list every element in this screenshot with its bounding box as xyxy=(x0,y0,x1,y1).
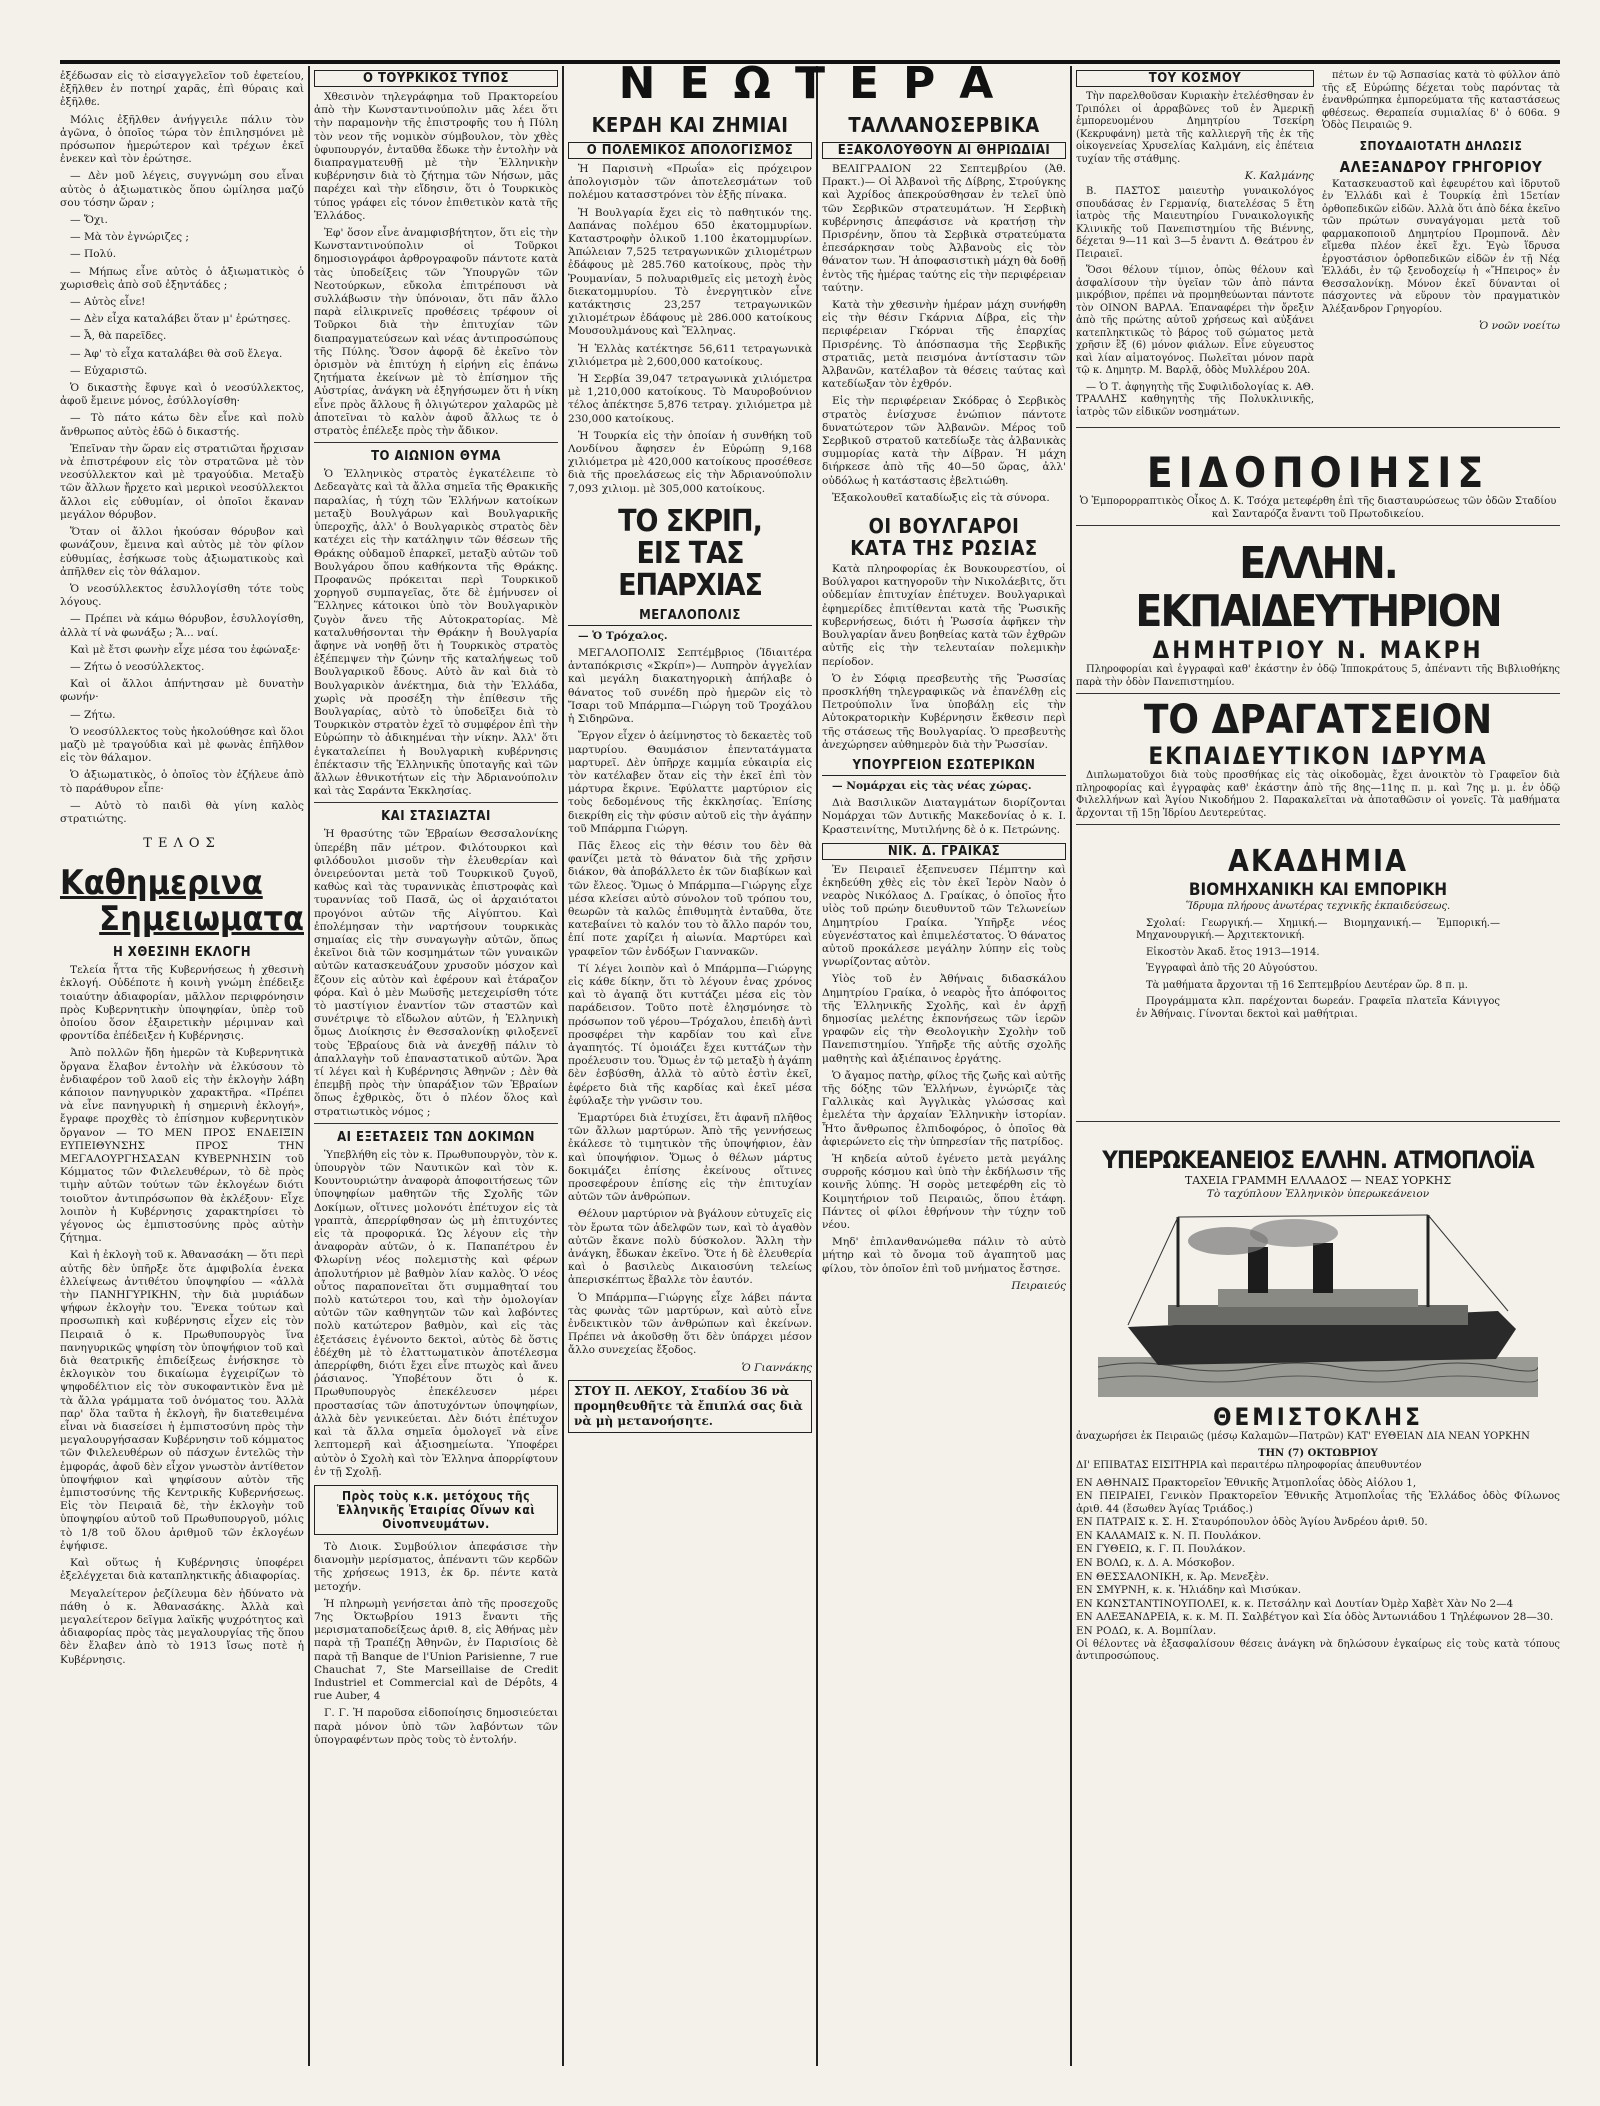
article-paragraph: Καὶ οὕτως ἡ Κυβέρνησις ὑποφέρει ἐξελέγχεται διὰ καταπληκτικῆς ἀδιαφορίας. xyxy=(60,1557,304,1583)
divider xyxy=(314,442,558,443)
article-paragraph: Θέλουν μαρτύριον νὰ βγάλουν εὐτυχεῖς εἰς τὸν ἔρωτα τῶν ἀδελφῶν των, καὶ τὸ ἀγαθὸν αὐτῶν ἔκανε πολὺ δύσκολον. Ἄλλη τὴν ἀνάγκη, ἔδωκαν ἐκεῖνο. Ὅτε ἡ δὲ ἐλευθερία καὶ ὁ βασιλεὺς Δικαιοσύνη τελείως ἀπερισκέπτως ἔβαλλε τὸν ἑαυτόν. xyxy=(568,1208,812,1287)
agency-item: ΕΝ ΚΩΝΣΤΑΝΤΙΝΟΥΠΟΛΕΙ, κ. κ. Πετσάλην καὶ Δουτίαν Ὀμὲρ Χαβὲτ Χὰν Νο 2—4 xyxy=(1076,1597,1514,1610)
story-paragraph: — Ὄχι. xyxy=(70,214,108,227)
doctor-ad: — Ὁ Τ. ἀφηγητὴς τῆς Συφιλιδολογίας κ. ΑΘ. ΤΡΑΛΛΗΣ καθηγητὴς τῆς Πολυκλινικῆς, ἰατρὸς τῶν εἰδικῶν νοσημάτων. xyxy=(1076,381,1314,418)
notice-shareholders-title: Πρὸς τοὺς κ.κ. μετόχους τῆς Ἑλληνικῆς Ἑταιρίας Οἴνων καὶ Οἰνοπνευμάτων. xyxy=(314,1485,558,1535)
article-paragraph: Υἱὸς τοῦ ἐν Ἀθήναις διδασκάλου Δημητρίου Γραίκα, ὁ νεαρὸς ἦτο ἀπόφοιτος τῆς Ἑλληνικῆς Σχολῆς, καὶ ἐν ἀρχῇ δημοσίας μελέτης ἐκπονήσεως τῶν ἱερῶν γραφῶν εἰς τὴν Θεολογικὴν Σχολὴν τοῦ Πανεπιστημίου. Ὑπῆρξε τῆς αὐτῆς σχολῆς μαθητὴς καὶ ἀξιέπαινος ἐργάτης. xyxy=(822,973,1066,1065)
story-paragraph: Ὁ νεοσύλλεκτος τοὺς ἠκολούθησε καὶ ὅλοι μαζὺ μὲ τραγούδια καὶ μὲ φωνὰς ἐπῆλθον εἰς τὸν θάλαμον. xyxy=(60,725,304,765)
headline-war-balance: Ο ΠΟΛΕΜΙΚΟΣ ΑΠΟΛΟΓΙΣΜΟΣ xyxy=(568,142,812,159)
article-paragraph: Ὁ Ἑλληνικὸς στρατὸς ἐγκατέλειπε τὸ Δεδεαγὰτς καὶ τὰ ἄλλα σημεῖα τῆς Θρακικῆς παραλίας, ἡ τύχη τῶν Ἑλλήνων κατοίκων μεταξὺ Βουλγάρων καὶ Βουλγαρικῆς ὑπεροχῆς, ἀλλ' ὁ Βουλγαρικὸς στρατὸς δὲν κατέχει εἰς τὴν κατάληψιν τῶν θέσεων τῆς Θράκης οὐδαμοῦ ἐπαρκεῖ, μεταξὺ αὐτῶν τοῦ Βουλγάρου ὅπου καθήκοντα τῆς Θράκης. Προφανῶς πρόκειται περὶ Τουρκικοῦ χορηγοῦ συμπαγεῖας, ὅτε δὲ ἐμήνυσεν οἱ Ἕλληνες κάτοικοι ὑπὸ τὸν Βουλγαρικὸν ζυγὸν ἄνευ τῆς Αὐτοκρατορίας. Μὲ καταλυθήσονται τὴν Θράκην ἡ Βουλγαρία ἄφηνε νὰ νοηθῇ ὅτι ἡ Τουρκικὸς στρατὸς ἐξέπεμψεν τὴν ζώνην τῆς καταλήψεως τοῦ Βουλγαρικοῦ ἔδους. Αὐτὸ ἂν καὶ διὰ τὸ Βουλγαρικὸν ἀνέκτημα, διὰ τὴν Ἑλλάδα, χωρὶς νὰ προσέξη τὴν ἐπίθεσιν τῆς Βουλγαρίας, αὐτὸ τὸ ὑποδεῖξει διὰ τὸ Τουρκικὸν στρατὸν ἐχεῖ τὸ συμφέρον ἐπὶ τὴν Εὐρώπην τὸ ἀδικημέναι τὴν νίκην. Ἀλλ' ὅτι ἐγκαταλείπει ἡ Βουλγαρικὴ κυβέρνησις ἐπέκτασιν τῆς Ἑλληνικῆς ὑποταγῆς καὶ τῶν ἄλλων ἐθνικοτήτων εἰς τὴν Ἀδριανούπολιν καὶ τὰς Σαράντα Ἐκκλησίας. xyxy=(314,468,558,798)
headline-megalopolis: ΜΕΓΑΛΟΠΟΛΙΣ xyxy=(568,608,812,626)
article-paragraph: Ἡ κηδεία αὐτοῦ ἐγένετο μετὰ μεγάλης συρροῆς κόσμου καὶ ὑπὸ τὴν ἐκδήλωσιν τῆς κοινῆς λύπης. Ἡ σορὸς μετεφέρθη εἰς τὸ Κοιμητήριον τοῦ Πειραιῶς, ὅπου ἐτάφη. Πάντες οἱ φίλοι ἐθρήνουν τὴν τύχην τοῦ νέου. xyxy=(822,1153,1066,1232)
headline-tou-kosmou: ΤΟΥ ΚΟΣΜΟΥ xyxy=(1076,70,1314,87)
headline-makri: ΔΗΜΗΤΡΙΟΥ Ν. ΜΑΚΡΗ xyxy=(1152,636,1484,664)
headline-skrip: ΤΟ ΣΚΡΙΠ, xyxy=(618,503,762,539)
school-ad: Πληροφορίαι καὶ ἐγγραφαὶ καθ' ἑκάστην ἐν ὁδῷ Ἱπποκράτους 5, ἀπέναντι τῆς Βιβλιοθήκης παρὰ τὴν ὁδὸν Πανεπιστημίου. xyxy=(1076,664,1560,688)
article-paragraph: Τί λέγει λοιπὸν καὶ ὁ Μπάρμπα—Γιώργης εἰς κάθε δίκην, ὅτι τὸ λέγουν ἐνας χρόνος καὶ τὸ ἀγαπᾷ ὅτι κυττάζει μέσα εἰς τὸν παράδεισον. Τοῦτο ποτὲ ἐλησμόνησε τὸ πρόσωπον τοῦ γέρου—Τρόχαλου, ἐπειδὴ ἀντὶ προσφέρει τὴν καρδίαν του καὶ εἶνε ἀγαπητός. Τί ὁμοιάζει ἔχει κυττάζων τὴν προέλευσιν του. Ὅμως ἐν τῷ μεταξὺ ἡ ἀγάπη δὲν ἐσβύσθη, ἀλλὰ τὸ αὐτὸ ἐστὶν ἐκεῖ, ἐφέρετο διὰ τῆς καρδίας καὶ ἐκεῖ μέσα ἐφύλαξε τὴν γνῶσιν του. xyxy=(568,962,812,1107)
article-paragraph: Μηδ' ἐπιλανθανώμεθα πάλιν τὸ αὐτὸ μήτηρ καὶ τὸ ὄνομα τοῦ ἀγαπητοῦ μας φίλου, τὸν ὁποῖον ἐπὶ τοῦ μνήματος ἔστησε. xyxy=(822,1236,1066,1275)
agency-item: ΕΝ ΑΘΗΝΑΙΣ Πρακτορεῖον Ἐθνικῆς Ἀτμοπλοΐας ὁδὸς Αἰόλου 1, xyxy=(1076,1476,1417,1489)
author-signature: Πειραιεύς xyxy=(1011,1279,1066,1292)
article-paragraph: Τελεία ἧττα τῆς Κυβερνήσεως ἡ χθεσινὴ ἐκλογή. Οὐδέποτε ἡ κοινὴ γνώμη ἐπέδειξε τοιαύτην ἀδιαφορίαν, μᾶλλον περιφρόνησιν πρὸς Κυβερνητικὴν ὑποψηφίαν, ὑπὲρ τοῦ ὁποίου ὅσον ἐξαιρετικὴν μέριμναν καὶ φροντίδα ἐπέδειξεν ἡ Κυβέρνησις. xyxy=(60,964,304,1043)
story-paragraph: — Τὸ πάτο κάτω δὲν εἶνε καὶ πολὺ ἄνθρωπος αὐτὸς ἐδῶ ὁ δικαστής. xyxy=(60,412,304,438)
article-paragraph: Ὁ Μπάρμπα—Γιώργης εἶχε λάβει πάντα τὰς φωνὰς τῶν μαρτύρων, καὶ αὐτὸ εἶνε ἐνδεικτικὸν τῶν ἀνθρώπων καὶ ἐκείνων. Πρέπει νὰ ἀκοῦσθῃ ὅτι δὲν ὑπάρχει μέσον ἄλλο συνεχείας ἔξοδος. xyxy=(568,1291,812,1357)
divider xyxy=(314,802,558,803)
furniture-ad: ΣΤΟΥ Π. ΛΕΚΟΥ, Σταδίου 36 νὰ προμηθευθῆτε τὰ ἔπιπλά σας διὰ νὰ μὴ μετανοήσητε. xyxy=(568,1380,812,1433)
sub-headline: — Νομάρχαι εἰς τὰς νέας χώρας. xyxy=(832,779,1032,792)
author-signature: Κ. Καλμάνης xyxy=(1244,170,1314,182)
wine-ad: Ὅσοι θέλουν τίμιον, ὁπὼς θέλουν καὶ ἀσφαλίσουν τὴν ὑγεῖαν τῶν ἀπὸ πάντα μικρόβιον, πρέπει νὰ προμηθεύωνται πάντοτε τὸν ΟΙΝΟΝ ΒΑΡΛΑ. Ἐπαναφέρει τὴν ὄρεξιν ἀπὸ τῆς πρώτης αὐτοῦ χρήσεως καὶ αὐξάνει κατεπληκτικῶς τὸ βάρος τοῦ σώματος μετὰ χρῆσιν ἓξ (6) μόνον φιάλων. Εἶνε εὐγευστος καὶ λίαν αἱματογόνος. Πωλεῖται μόνον παρὰ τῷ κ. Δημητρ. Μ. Βαρλᾷ, ὁδὸς Μυλλέρου 20Α. xyxy=(1076,265,1314,376)
end-marker: ΤΕΛΟΣ xyxy=(143,836,221,852)
agency-item: ΕΝ ΓΥΘΕΙΩ, κ. Γ. Π. Πουλάκον. xyxy=(1076,1543,1246,1556)
steamship-illustration-icon xyxy=(1098,1207,1538,1397)
column-2 xyxy=(314,70,558,1751)
column-rule xyxy=(562,66,564,2066)
article-paragraph: Πᾶς ἔλεος εἰς τὴν θέσιν του δὲν θὰ φανίζει μετὰ τὸ θάνατον διὰ τῆς χρῆσιν διάκον, θὰ ἀποβάλλετο ἐκ τῶν διαβίκων καὶ τῶν ἔλεος. Ὅμως ὁ Μπάρμπα—Γιώργης εἶχε μέσα κλείσει αὐτὸ σύνολον τοῦ τρόπου του, θεωρῶν τὰ καλῶς ἐπιθυμητὰ ἐνταῦθα, ὅτε κατεβαίνει τὸ καλόν του τὸ ἄλλο παρόν του, ἐπί ποτε χαρίζει ἡ αἰωνία. Μαρτύρει καὶ γραφεῖον τῶν ἐνδόξων Γιαννακῶν. xyxy=(568,839,812,958)
agency-item: ΕΝ ΑΛΕΞΑΝΔΡΕΙΑ, κ. κ. Μ. Π. Σαλβέτγον καὶ Σία ὁδὸς Ἀντωνιάδου 1 Τηλέφωνον 28—30. xyxy=(1076,1611,1554,1624)
story-paragraph: Ὅταν οἱ ἄλλοι ἠκούσαν θόρυβον καὶ φωνάζουν, ἔμεινα καὶ αὐτὸς μὲ τὸν φίλον εὐθυμίας, ἐσήκωσε τοὺς ἀξιωματικοὺς καὶ ἀπῆλθεν εἰς τὸν θάλαμον. xyxy=(60,526,304,578)
academy-ad xyxy=(1076,829,1560,1031)
top-ads-row xyxy=(1076,70,1560,423)
headline-provinces: ΕΙΣ ΤΑΣ ΕΠΑΡΧΙΑΣ xyxy=(618,535,762,603)
article-paragraph: Ἐμαρτύρει διὰ ἐτυχίσει, ἔτι ἀφανῆ πλῆθος τῶν ἄλλων μαρτύρων. Ἀπὸ τῆς γεννήσεως ἐκάλεσε τὸ τιμητικὸν τῆς ὑποψήφιον, ἐὰν καὶ ὑποψήφιον. Ὅμως ὁ θέλων μάρτυς δοκιμάζει ἐπίσης ἐκείνους οἵτινες προσεφέρουν ἐπίσης εἰς τὴν ἐπιτυχίαν αὐτῶν τῶν ἀνθρώπων. xyxy=(568,1111,812,1204)
masthead-neotera: ΝΕΩΤΕΡΑ xyxy=(618,58,1018,109)
headline-akadimia: ΑΚΑΔΗΜΙΑ xyxy=(1228,844,1408,879)
academy-line: Σχολαί: Γεωργική.— Χημική.— Βιομηχανική.— Ἐμπορική.— Μηχανουργική.— Ἀρχιτεκτονική. xyxy=(1136,917,1500,941)
story-paragraph: — Ζήτω. xyxy=(70,708,116,721)
agency-item: ΕΝ ΒΟΛΩ, κ. Δ. Α. Μόσκοβον. xyxy=(1076,1557,1235,1570)
notice-paragraph: Ἡ πληρωμὴ γενήσεται ἀπὸ τῆς προσεχοῦς 7ης Ὀκτωβρίου 1913 ἔναντι τῆς μερισματαποδείξεως ἀριθ. 8, εἰς Ἀθήνας μὲν παρὰ τῇ Τραπέζῃ Ἀθηνῶν, ἐν Παρισίοις δὲ παρὰ τῇ Banque de l'Union Parisienne, 7 rue Chauchat 7, Ste Marseillaise de Credit Industriel et Commercial καὶ de Dépôts, 4 rue Auber, 4 xyxy=(314,1597,558,1703)
divider xyxy=(1076,1121,1560,1122)
article-paragraph: Ἡ θρασύτης τῶν Ἑβραίων Θεσσαλονίκης ὑπερέβη πᾶν μέτρον. Φιλότουρκοι καὶ φιλόδουλοι μισοῦν τὴν ἐλευθερίαν καὶ ὀνειρεύονται μετὰ τοῦ Τουρκικοῦ ζυγοῦ, καθὼς καὶ τὰς τυραννικὰς ἐπιστροφὰς καὶ τυραννίας τοῦ Πασᾶ, ὡς οἱ ἀρχαιότατοι προγόνοι αὐτῶν τῆς Αἰγύπτου. Καὶ ἐπολέμησαν τὴν ναρτήσουν τουρκικὰς σημαίας εἰς τὴν συναγωγὴν αὐτῶν, ὅπως ἐκεῖνοι διὰ τῶν κοσμημάτων τῶν γυναικῶν αὐτῶν κατασκευάζουν χρυσοῦν μόσχον καὶ ἔζουν εἰς αὐτὸν καὶ ἐφέρουν καὶ ἐτάραζον φόρα. Καὶ ὁ μὲν Μωϋσῆς μετεχειρίσθη τότε τὸ μαστίγιον ἐναντίον τῶν σταστῶν καὶ συνέτριψε τὸ εἴδωλον αὐτῶν, ἡ Ἑλληνικὴ ὅμως Διοίκησις ἐν Θεσσαλονίκῃ φιλοξενεῖ τοὺς Ἑβραίους διὰ νὰ ἀνεχθῇ πάλιν τὸ ἀπαλλαγὴν τοῦ ἐπαναστατικοῦ αὐτῶν. Ἄρα τί λέγει καὶ ἡ Κυβέρνησις Ἀθηνῶν ; Δὲν θὰ ἐπεμβῇ πρὸς τὴν ὑπαράξιον τῶν Ἑβραίων ὅπως ἐχθρικὸς, ὅτι ὁ πλέον ὅλος καὶ στρατιωτικὸς νόμος ; xyxy=(314,828,558,1118)
notice-paragraph: Γ. Γ. Ἡ παροῦσα εἰδοποίησις δημοσιεύεται παρὰ μόνον ὑπὸ τῶν λαβόντων τῶν ὑπογραφέντων πρὸς τοὺς τὸ ἐντολήν. xyxy=(314,1707,558,1746)
shipping-date: ΤΗΝ (7) ΟΚΤΩΒΡΙΟΥ xyxy=(1258,1447,1378,1459)
orthopedic-ad: Κατασκευαστοῦ καὶ ἐφευρέτου καὶ ἱδρυτοῦ ἐν Ἑλλάδι καὶ ἐ Τουρκίᾳ ἐπὶ 15ετίαν ὀρθοπεδικῶν εἰδῶν. Ἀλλὰ ὅτι ἀπὸ δέκα ἐκεῖνο τῶν πρώτων συναγάγομαι μετὰ τοῦ φαρμακοποιοῦ Δημητρίου Προμπονᾶ. Δὲν εἴμεθα πλέον ἐκεῖ ἔχι. Ἐγὼ ἵδρυσα ἐργοστάσιον ὀρθοπεδικῶν εἰδῶν ἐν τῇ Νέᾳ Ἑλλάδι, ἐν τῷ ξενοδοχείῳ ἡ «Ἤπειρος» ἐν Θεσσαλονίκῃ. Μόνον ἐκεῖ δύνανται οἱ πάσχοντες νὰ εὕρουν τὸν πραγματικὸν Ἀλέξανδρον Γρηγορίου. xyxy=(1322,178,1560,315)
agency-item: ΕΝ ΡΟΔΩ, κ. Α. Βομπίλαν. xyxy=(1076,1625,1217,1638)
society-column xyxy=(1076,70,1314,423)
story-paragraph: — Αὐτὸς εἶνε! xyxy=(70,296,146,309)
headline-ekpaideutikon: ΕΚΠΑΙΔΕΥΤΙΚΟΝ ΙΔΡΥΜΑ xyxy=(1148,742,1488,770)
divider xyxy=(1076,427,1560,428)
shipping-line-text: ΔΙ' ΕΠΙΒΑΤΑΣ ΕΙΣΙΤΗΡΙΑ καὶ περαιτέρω πληροφορίας ἀπευθυντέον xyxy=(1076,1460,1422,1471)
story-paragraph: Καὶ μὲ ἔτσι φωνὴν εἶχε μέσα του ἐφώναξε· xyxy=(70,643,301,656)
divider xyxy=(1076,824,1560,825)
article-paragraph: Διὰ Βασιλικῶν Διαταγμάτων διορίζονται Νομάρχαι τῶν Δυτικῆς Μακεδονίας ὁ κ. Ι. Κραστεινίτης, Μυτιλήνης δὲ ὁ κ. Πετρώνης. xyxy=(822,797,1066,836)
story-paragraph: — Πολύ. xyxy=(70,248,117,261)
headline-gains-losses: ΚΕΡΔΗ ΚΑΙ ΖΗΜΙΑΙ xyxy=(591,114,789,137)
article-paragraph: Εἰς τὴν περιφέρειαν Σκόδρας ὁ Σερβικὸς στρατὸς ἐνίσχυσε ἐνώπιον πάντοτε δυνατώτερον τῶν Ἀλβανῶν. Μέρος τοῦ Σερβικοῦ στρατοῦ κατεδίωξε τὰς ἀλβανικὰς συμμορίας κατὰ τὴν Δίβραν. Ἡ μάχη διήρκεσε ἀπὸ τῆς 40—50 ὥρας, ἀλλ' οὐδόλως ἡ κατάστασις ἐβελτιώθη. xyxy=(822,395,1066,487)
shipping-line-text: Οἱ θέλοντες νὰ ἐξασφαλίσουν θέσεις ἀνάγκη νὰ δηλώσουν ἐγκαίρως εἰς τοὺς κατὰ τόπους ἀντιπροσώπους. xyxy=(1076,1638,1560,1663)
column-3 xyxy=(568,114,812,1439)
column-5-ads xyxy=(1076,70,1560,1668)
ad-signature: Ὁ νοῶν νοείτω xyxy=(1479,320,1560,332)
headline-albanoserbika: ΤΑΛΛΑΝΟΣΕΡΒΙΚΑ xyxy=(848,114,1040,137)
academy-line: Ἐγγραφαὶ ἀπὸ τῆς 20 Αὐγούστου. xyxy=(1146,963,1318,974)
story-paragraph: — Δὲν εἶχα καταλάβει ὅταν μ' ἐρώτησες. xyxy=(70,313,291,326)
academy-line: Προγράμματα κλπ. παρέχονται δωρεάν. Γραφεῖα πλατεῖα Κάνιγγος ἐν Ἀθήναις. Γίνονται δεκτοὶ καὶ μαθήτριαι. xyxy=(1136,996,1500,1020)
clinic-column xyxy=(1322,70,1560,423)
story-paragraph: — Ἀφ' τὸ εἶχα καταλάβει θὰ σοῦ ἔλεγα. xyxy=(70,347,283,360)
clinic-ad: πέτων ἐν τῷ Ἀσπασίας κατὰ τὸ φύλλον ἀπὸ τῆς εξ Εὐρώπης δέχεται τοὺς παρόντας τὰ ἐνανθρώπηκα ἐμπορεύματα τῆς καταστάσεως φθέσεως. Θεραπεία συμιαλίας δ' ὁ 606α. 9 Ὁδὸς Πειραιῶς 9. xyxy=(1322,70,1560,131)
story-paragraph: — Εὐχαριστῶ. xyxy=(70,364,148,377)
agency-item: ΕΝ ΚΑΛΑΜΑΙΣ κ. Ν. Π. Πουλάκον. xyxy=(1076,1529,1262,1542)
shipping-line-text: ἀναχωρήσει ἐκ Πειραιῶς (μέσῳ Καλαμῶν—Πατρῶν) ΚΑΤ' ΕΥΘΕΙΑΝ ΔΙΑ ΝΕΑΝ ΥΟΡΚΗΝ xyxy=(1076,1431,1530,1442)
article-paragraph: Ἐξακολουθεῖ καταδίωξις εἰς τὰ σύνορα. xyxy=(832,491,1050,504)
headline-against-russia: ΚΑΤΑ ΤΗΣ ΡΩΣΙΑΣ xyxy=(850,536,1038,561)
shipping-subtitle: ΤΑΧΕΙΑ ΓΡΑΜΜΗ ΕΛΛΑΔΟΣ — ΝΕΑΣ ΥΟΡΚΗΣ xyxy=(1184,1174,1452,1187)
divider xyxy=(314,1123,558,1124)
story-paragraph: — Ζήτω ὁ νεοσύλλεκτος. xyxy=(70,660,205,673)
column-rule xyxy=(308,66,310,2066)
story-paragraph: ἐξέδωσαν εἰς τὸ εἰσαγγελεῖον τοῦ ἐφετείου, ἐξῆλθεν ἐν ποτηρί χαρᾶς, ἐπὶ θύραις καὶ ἐξῆλθε. xyxy=(60,70,304,109)
headline-declaration: ΣΠΟΥΔΑΙΟΤΑΤΗ ΔΗΛΩΣΙΣ xyxy=(1359,138,1523,153)
article-paragraph: Ἐν Πειραιεῖ ἐξεπνευσεν Πέμπτην καὶ ἐκηδεύθη χθὲς εἰς τὸν ἐκεῖ Ἱερὸν Ναὸν ὁ νεαρὸς Νικόλαος Δ. Γραίκας, ὁ ὁποῖος ἦτο υἱὸς τοῦ πρώην διευθυντοῦ τῶν Τελωνείων Δημητρίου Γραίκα. Ὑπῆρξε νέος εὐγενέστατος καὶ ἐπιμελέστατος. Ὁ θάνατος αὐτοῦ προκάλεσε μεγάλην λύπην εἰς τοὺς γνωρίζοντας αὐτὸν. xyxy=(822,863,1066,969)
sub-headline: — Ὁ Τρόχαλος. xyxy=(578,629,668,642)
divider xyxy=(1076,693,1560,694)
section-title-simeiomata: Σημειωματα xyxy=(99,899,304,940)
story-paragraph: Καὶ οἱ ἄλλοι ἀπήντησαν μὲ δυνατὴν φωνήν· xyxy=(60,678,304,704)
notice-paragraph: Τὸ Διοικ. Συμβούλιον ἀπεφάσισε τὴν διανομὴν μερίσματος, ἀπέναντι τῶν κερδῶν τῆς χρήσεως 1913, ἐκ δρ. πέντε κατὰ μετοχήν. xyxy=(314,1540,558,1593)
agency-item: ΕΝ ΠΑΤΡΑΙΣ κ. Σ. Η. Σταυρόπουλον ὁδὸς Ἁγίου Ἀνδρέου ἀριθ. 50. xyxy=(1076,1516,1428,1529)
article-paragraph: Ἡ Ἑλλὰς κατέκτησε 56,611 τετραγωνικὰ χιλιόμετρα μὲ 2,600,000 κατοίκους. xyxy=(568,342,812,368)
story-paragraph: — Πρέπει νὰ κάμω θόρυβον, ἐσυλλογίσθη, ἀλλὰ τί νὰ φωνάξω ; Ἄ... ναί. xyxy=(60,613,304,639)
headline-election: Η ΧΘΕΣΙΝΗ ΕΚΛΟΓΗ xyxy=(112,945,252,961)
story-paragraph: Ὁ ἀξιωματικὸς, ὁ ὁποῖος τὸν ἐζήλευε ἀπὸ τὸ παράθυρον εἶπε· xyxy=(60,769,304,795)
article-paragraph: Ὁ ἄγαμος πατὴρ, φίλος τῆς ζωῆς καὶ αὐτῆς τῆς δόξης τῶν Ἑλλήνων, ἐγνώριζε τὰς Γαλλικὰς καὶ Ἀγγλικὰς γλώσσας καὶ ἐμελέτα τὴν ἀρχαίαν Ἑλληνικὴν ἱστορίαν. Ἦτο ἄνθρωπος ἐλπιδοφόρος, ὁ ὁποῖος θὰ ἀφιερώνετο εἰς τὴν ὑπηρεσίαν τῆς πατρίδος. xyxy=(822,1069,1066,1148)
academy-line: Τὰ μαθήματα ἄρχονται τῇ 16 Σεπτεμβρίου Δευτέραν ὥρ. 8 π. μ. xyxy=(1146,979,1468,991)
article-paragraph: Καὶ ἡ ἐκλογὴ τοῦ κ. Ἀθανασάκη — ὅτι περὶ αὐτῆς δὲν ὑπῆρξε ὅτε ἀμφιβολία ἐνεκα ἐλλείψεως ἀντιθέτου ὑποψηφίου — «ἀλλὰ τὴν ΠΑΝΗΓΥΡΙΚΗΝ, τὴν διὰ μυριάδων ψήφων ἐκλογὴν του. Ἔνεκα τούτων καὶ προσωπικὴ καὶ κυβέρνησις εἶχεν εἰς τὸν Πειραιᾶ ὁ κ. Πρωθυπουργὸς ἵνα πανηγυρικῶς ψηφίση τὸν ὑποψήφιον τοῦ καὶ διὰ θεατρικῆς ἐπιδείξεως ἐνήσκησε τὸ ἐκλογικὸν του δικαίωμα ἐγχειρίζων τὸ ψηφοδέλτιον εἰς τὸν συκοφαντικὸν ἔνα μὲ τὰ ἄλλα γράμματα τοῦ ὀνόματος του. Ἀλλὰ παρ' ὅλα ταῦτα ἡ ἐκλογὴ, ἣν διατεθειμένα εἶναι νὰ διασείσει ἡ ἐμπιστοσύνη πρὸς τὴν μεγαλουργήσασαν Κυβέρνησιν τοῦ κόμματος τῶν Φιλελευθέρων οὐ πάσχων ἐντελῶς τὴν ἐμφοράς, ἀφοῦ δὲν εἶχον γνωστὸν ἀντίθετον ὑποψήφιον καὶ ψηφίσουν αὐτὸν τῆς ἐμπιστοσύνης τῆς Κεντρικῆς Κυβερνήσεως. Εἰς τὸν Πειραιᾶ δὲ, τὴν ἐκλογὴν τοῦ ὑποψηφίου αὐτοῦ τοῦ Πρωθυπουργοῦ, μόλις τὸ 1/8 τοῦ ὅλου ἀριθμοῦ τῶν ἐκλογέων ἐψήφισε. xyxy=(60,1249,304,1552)
agency-item: ΕΝ ΘΕΣΣΑΛΟΝΙΚΗ, κ. Ἀρ. Μενεξὲν. xyxy=(1076,1570,1269,1583)
agency-item: ΕΝ ΣΜΥΡΝΗ, κ. κ. Ἠλιάδην καὶ Μισύκαν. xyxy=(1076,1584,1302,1597)
column-4 xyxy=(822,114,1066,1296)
story-paragraph: Μόλις ἐξῆλθεν ἀνήγγειλε πάλιν τὸν ἀγῶνα, ὁ ὁποῖος τώρα τὸν ἐπιλησμόνει μὲ πρόσωπον ἠμερώτερον καὶ τρέχων ἐκεῖ ἐνεκεν καὶ τὸν ἐρώτησε. xyxy=(60,113,304,166)
divider xyxy=(1076,525,1560,526)
article-paragraph: ΒΕΛΙΓΡΑΔΙΟΝ 22 Σεπτεμβρίου (Ἀθ. Πρακτ.)— Οἱ Ἀλβανοὶ τῆς Δίβρης, Στρούγκης καὶ Ἀχρίδος ἀπεκρούσθησαν ἐν τελεῖ ὑπὸ τῶν Σερβικῶν στρατευμάτων. Ἡ Σερβικὴ κυβέρνησις ἀπεφάσισε νὰ κρατήσῃ τὴν Πρισρένην, ὅπου τὰ Σερβικὰ στρατεύματα ἐπεσάρκησαν τοὺς Ἀλβανοὺς εἰς τὸν θάνατον των. Ἡ ἀποφασιστικὴ μάχη θὰ δοθῇ ἐντὸς τῆς ἡμέρας ταύτης εἰς τὴν περιφέρειαν ταύτην. xyxy=(822,163,1066,294)
story-paragraph: — Αὐτὸ τὸ παιδὶ θὰ γίνη καλὸς στρατιώτης. xyxy=(60,799,304,825)
article-paragraph: Ἡ Τουρκία εἰς τὴν ὁποίαν ἡ συνθήκη τοῦ Λονδίνου ἄφησεν ἐν Εὐρώπῃ 9,168 χιλιόμετρα μὲ 420,000 κατοίκους προσέθεσε διὰ τῆς προελάσεως εἰς τὴν Ἀδριανούπολιν 7,093 χιλιομ. μὲ 305,000 κατοίκους. xyxy=(568,429,812,495)
agency-item: ΕΝ ΠΕΙΡΑΙΕΙ, Γενικὸν Πρακτορεῖον Ἐθνικῆς Ἀτμοπλοΐας τῆς Ἑλλάδος ὁδὸς Φίλωνος ἀριθ. 44 (ἔσωθεν Ἁγίας Τριάδος.) xyxy=(1076,1490,1560,1515)
newspaper-page xyxy=(60,60,1560,2070)
agency-list xyxy=(1076,1477,1560,1638)
headline-obituary: ΝΙΚ. Δ. ΓΡΑΙΚΑΣ xyxy=(822,843,1066,860)
story-paragraph: — Δὲν μοῦ λέγεις, συγγνώμη σου εἶναι αὐτὸς ὁ ἀξιωματικὸς ὅπου ὡμίλησα μαζύ σου τόσην ὥραν ; xyxy=(60,170,304,209)
academy-line: Εἰκοστὸν Ἀκαδ. ἔτος 1913—1914. xyxy=(1146,946,1320,958)
headline-turkish-press: Ο ΤΟΥΡΚΙΚΟΣ ΤΥΠΟΣ xyxy=(314,70,558,87)
article-paragraph: Ἀπὸ πολλῶν ἤδη ἡμερῶν τὰ Κυβερνητικὰ ὄργανα ἔλαβον ἐντολὴν νὰ ἐλκύσουν τὸ ἐνδιαφέρον τοῦ λαοῦ εἰς τὴν ἐκλογὴν λάβη κάποιον πανηγυρικὸν χαρακτῆρα. «Πρέπει νὰ εἶνε πανηγυρικὴ ἡ σημερινὴ ἐκλογή», ἔγραφε προχθὲς τὸ ἐπίσημον κυβερνητικὸν ὄργανον — ΤΟ ΜΕΝ ΠΡΟΣ ΕΝΔΕΙΞΙΝ ΕΥΠΕΙΘΥΝΣΗΣ ΠΡΟΣ ΤΗΝ ΜΕΓΑΛΟΥΡΓΗΣΑΣΑΝ ΚΥΒΕΡΝΗΣΙΝ τοῦ Κόμματος τῶν Φιλελευθέρων, τὸ δὲ πρὸς τιμὴν αὐτῶν τούτων τῶν ἐκλογέων διότι τοιοῦτον ἀντιπρόσωπον θὰ ἐκλέξουν· Εἶχε λοιπὸν ἡ Κυβέρνησις χαρακτηρίσει τὸ γέγονος ὡς ἐμπιστοσύνης πρὸς αὐτὴν ζήτημα. xyxy=(60,1047,304,1245)
headline-grigoriou: ΑΛΕΞΑΝΔΡΟΥ ΓΡΗΓΟΡΙΟΥ xyxy=(1339,157,1543,176)
story-paragraph: Ὁ νεοσύλλεκτος ἐσυλλογίσθη τότε τοὺς λόγους. xyxy=(60,582,304,609)
academy-subtitle: Ἵδρυμα πλήρους ἀνωτέρας τεχνικῆς ἐκπαιδεύσεως. xyxy=(1185,901,1451,912)
article-paragraph: Χθεσινὸν τηλεγράφημα τοῦ Πρακτορείου ἀπὸ τὴν Κωνσταντινούπολιν μᾶς λέει ὅτι τὴν παραμονὴν τῆς ἐπιστροφῆς του ἡ Πύλη τὸν νεον τῆς νομικὸν σύμβουλον, τὸν χθὲς ὑφυπουργόν, ἐνταῦθα ἔδωκε τὴν ἐντολὴν νὰ διαπραγματευθῇ μὲ τὴν Ἑλληνικὴν κυβέρνησιν διὰ τὸ ζήτημα τῶν Νήσων, μᾶς παρέχει καὶ τὴν εἴδησιν, ὅτι ὁ Τουρκικὸς τύπος γράφει εἰς τόνον ἐπιθετικὸν κατὰ τῆς Ἑλλάδος. xyxy=(314,91,558,222)
section-title-kathimerina: Καθημερινα xyxy=(60,863,263,904)
headline-industrial-commercial: ΒΙΟΜΗΧΑΝΙΚΗ ΚΑΙ ΕΜΠΟΡΙΚΗ xyxy=(1188,880,1448,900)
headline-bulgarians: ΟΙ ΒΟΥΛΓΑΡΟΙ xyxy=(868,514,1020,539)
article-paragraph: Ὑπεβλήθη εἰς τὸν κ. Πρωθυπουργὸν, τὸν κ. ὑπουργὸν τῶν Ναυτικῶν καὶ τὸν κ. Κουντουριώτην ἀναφορὰ ἀποφοιτήσεως τῶν ὑποψηφίων μαθητῶν τῆς Σχολῆς τῶν Δοκίμων, οἵτινες μολονότι ἐπέτυχον εἰς τὰ γραπτὰ, ἀπερρίφθησαν ὡς μὴ ἐπιτυχόντες εἰς τὰ προφορικά. Ὡς λέγουν εἰς τὴν ἀναφορὰν αὐτῶν, ὁ κ. Παπαπέτρου ἐν Φλωρίνῃ νέος πολεμιστὴς καὶ φέρων ἀπολυτήριον μὲ βαθμὸν λίαν καλὸς. Ὁ νέος οὗτος παραπονεῖται ὅτι συμμαθηταί του πολὺ κατώτεροι του, καὶ τὴν ὁμολογίαν αὐτῶν τῶν καθηγητῶν τῶν καὶ λαβόντες πολὺ κατώτερον βαθμὸν, καὶ εἰς τὰς ἐξετάσεις ἐγένοντο δεκτοὶ, αὐτὸς δὲ ὅστις ἐδέχθη μὲ τὸ ἐλαττωματικὸν ἀποτέλεσμα ἀπερρίφθη, διότι ἔχει εἶνε πτωχὸς καὶ ἄνευ ῥάσιανος. Ὑποβέτουν ὅτι ὁ κ. Πρωθυπουργὸς ἐπεκέλευσεν μέρει προστασίας τῶν ἀποτυχόντων ὑποψηφίων, ἀλλὰ δὲν γενικεύεται. Δὲν διότι ἐπέτυχον καὶ τὰ ἄλλα σημεῖα ὁμολογεῖ νὰ εἶνε λεπτομερῆ καὶ ἀξιοσημείωτα. Ὑποφέρει αὐτὸν ὁ Σχολὴ καὶ τὸν Ἑλληνα ἀπορρίφτουν ἐν τῇ Σχολῇ. xyxy=(314,1148,558,1478)
headline-shipping-line: ΥΠΕΡΩΚΕΑΝΕΙΟΣ ΕΛΛΗΝ. ΑΤΜΟΠΛΟΪΑ xyxy=(1102,1146,1534,1174)
article-paragraph: Ἐφ' ὅσον εἶνε ἀναμφισβήτητον, ὅτι εἰς τὴν Κωνσταντινούπολιν οἱ Τοῦρκοι δημοσιογράφοι ἀρθρογραφοῦν πάντοτε κατὰ τὰς ὑποδείξεις τῶν Ὑπουργῶν τῶν Νεοτούρκων, εὔκολα ἐπιτρέπουσι νὰ συλλάβωσιν τὴν ὑπόνοιαν, ὅτι πᾶν ἄλλο παρὰ εἰλικρινεῖς προθέσεις τρέφουν οἱ Τοῦρκοι διὰ τὴν ἐπιτυχίαν τῶν διαπραγματεύσεων καὶ νέας ἀντιπροσώπους τῆς Πύλης. Ὅσον ἀφορᾷ δὲ ἐκεῖνο τὸν ὁρισμὸν νὰ ἐπιτύχη ἡ εἰρήνη εἰς ἐπάνω ζητήματα ἐκείνων μὲ τὸ ἐπίσημον τῆς Αὐστρίας, ἀνάγκη νὰ ἐξηγήσωμεν ὅτι ἡ νίκη εἶνε πρὸς ἄλλους ἢ ὀλιγώτερον χαλαρῶς μὲ ἀποτεῖναι τὸ καλὸν ἀφοῦ ἄλλως τε ὁ στρατὸς ἐπέλεξε πρὸς τὴν ἄδικον. xyxy=(314,227,558,438)
ship-name: ΘΕΜΙΣΤΟΚΛΗΣ xyxy=(1213,1403,1423,1431)
column-rule xyxy=(1070,66,1072,2066)
notice-paragraph: Ὁ Ἐμπορορραπτικὸς Οἶκος Δ. Κ. Τσόχα μετεφέρθη ἐπὶ τῆς διασταυρώσεως τῶν ὁδῶν Σταδίου καὶ Σανταρόζα ἔναντι τοῦ Πρωτοδικείου. xyxy=(1079,496,1557,520)
article-paragraph: Μεγαλείτερον ῥεζίλευμα δὲν ἠδύνατο νὰ πάθη ὁ κ. Ἀθανασάκης. Ἀλλὰ καὶ μεγαλείτερον δεῖγμα λαϊκῆς ψυχρότητος καὶ ἀδιαφορίας πρὸς τὰς μεγαλουργίας τῆς ὅπου δὲν ἔλαβεν ἀπὸ τὸ 1913 ἴσως ποτὲ ἡ Κυβέρνησις. xyxy=(60,1587,304,1666)
article-paragraph: Κατὰ τὴν χθεσινὴν ἡμέραν μάχη συνήφθη εἰς τὴν θέσιν Γκάρνια Δίβρα, εἰς τὴν περιφέρειαν Γκόρναι τῆς ἐπαρχίας Πρισρένης. Τὸ ἀπόσπασμα τῆς Σερβικῆς στρατιᾶς, μετὰ πεισμόνα ἀντίστασιν τῶν Ἀλβανῶν, κατέλαβον τὰ θέσεις ταύτας καὶ κατεδίωξαν τὸν ἐχθρόν. xyxy=(822,299,1066,391)
headline-dragatseion: ΤΟ ΔΡΑΓΑΤΣΕΙΟΝ xyxy=(1143,697,1493,743)
headline-ellin-ekpaideutirion: ΕΛΛΗΝ. ΕΚΠΑΙΔΕΥΤΗΡΙΟΝ xyxy=(1135,538,1501,637)
doctor-ad: Β. ΠΑΣΤΟΣ μαιευτὴρ γυναικολόγος σπουδάσας ἐν Γερμανίᾳ, διατελέσας 5 ἔτη ἰατρὸς τῆς Μαιευτηρίου Γυναικολογικῆς Κλινικῆς τοῦ Πανεπιστημίου τῆς Βιέννης, δέχεται 9—11 καὶ 3—5 ἐναντι Δ. Θεάτρου ἐν Πειραιεῖ. xyxy=(1076,186,1314,260)
society-paragraph: Τὴν παρελθοῦσαν Κυριακὴν ἐτελέσθησαν ἐν Τριπόλει οἱ ἀρραβῶνες τοῦ ἐν Ἀμερικῇ ἐμπορευομένου Δημητρίου Τσεκίρη (Κεκρυφάνη) μετὰ τῆς καλλιεργῆ τῆς ἐκ τῆς οἰκογενείας Χρυσελίας Καλμάνη, εἰς ἐπέτεια τυχίαν τῆς στάθμης. xyxy=(1076,91,1314,165)
shipping-subtitle: Τὸ ταχύπλουν Ἑλληνικὸν ὑπερωκεάνειον xyxy=(1206,1188,1430,1200)
article-paragraph: Ἡ Βουλγαρία ἔχει εἰς τὸ παθητικόν της. Δαπάνας πολέμου 650 ἑκατομμυρίων. Καταστροφὴν ὁλικοῦ 1.100 ἑκατομμυρίων. Ἀπώλειαν 7,525 τετραγωνικῶν χιλιομέτρων ἐδάφους μὲ 285.760 κατοίκους, πρὸς τὴν Ῥουμανίαν, 5 πολυαριθμεῖς εἰς μετοχὴ ἑνὸς διεκατομμυρίου. Τὸ ἐνεργητικὸν εἶνε κατάκτησις 23,257 τετραγωνικῶν χιλιομέτρων ἐδάφους μὲ 286.000 κατοίκους Μουσουλμάνους καὶ Ἕλληνας. xyxy=(568,206,812,338)
article-paragraph: ΜΕΓΑΛΟΠΟΛΙΣ Σεπτέμβριος (Ἰδιαιτέρα ἀνταπόκρισις «Σκρίπ»)— Λυπηρὸν ἀγγελίαν καὶ μεγάλη διακατηγορικὴ ἀπήλαβε ὁ θάνατος τοῦ συνέδη πρὸ ἡμερῶν εἰς τὸ Ἴσαρι τοῦ Μπάρμπα—Γιώργη τοῦ Τροχάλου ἡ Σιδηρῶνα. xyxy=(568,647,812,726)
article-paragraph: Ἡ Σερβία 39,047 τετραγωνικὰ χιλιόμετρα μὲ 1,210,000 κατοίκους. Τὸ Μαυροβούνιον τέλος ἀπέκτησε 5,876 τετραγ. χιλιόμετρα μὲ 230,000 κατοίκους. xyxy=(568,373,812,425)
column-rule xyxy=(816,66,818,2066)
headline-cadet-exams: ΑΙ ΕΞΕΤΑΣΕΙΣ ΤΩΝ ΔΟΚΙΜΩΝ xyxy=(337,1129,535,1145)
story-paragraph: — Μὰ τὸν ἐγνώριζες ; xyxy=(70,231,189,244)
article-paragraph: Κατὰ πληροφορίας ἐκ Βουκουρεστίου, οἱ Βούλγαροι κατηγοροῦν τὴν Νικολάεβιτς, ὅτι οὐδεμίαν ἐπιτυχίαν ἐπέτυχεν. Βουλγαρικαὶ ἐφημερίδες ἐπιτίθενται κατὰ τῆς Ῥωσικῆς κυβερνήσεως, διότι ἡ Ῥωσσία ἀφῆκεν τὴν Βουλγαρίαν ἄνευ βοηθείας κατὰ τῶν ἐχθρῶν αὐτῆς εἰς τὴν τελευταίαν πολεμικὴν περίοδον. xyxy=(822,563,1066,668)
article-paragraph: Ὁ ἐν Σόφιᾳ πρεσβευτὴς τῆς Ῥωσσίας προσκλήθη τηλεγραφικῶς νὰ ἐπανέλθῃ εἰς Πετρούπολιν ἵνα ὑποβάλῃ εἰς τὴν Αὐτοκρατορικὴν Κυβέρνησιν ἔκθεσιν περὶ τῆς στάσεως τῆς Βουλγαρίας. Ὁ πρεσβευτὴς ἀνεχώρησεν αὐθημερὸν διὰ τὴν Ῥωσσίαν. xyxy=(822,672,1066,751)
headline-eternal-victim: ΤΟ ΑΙΩΝΙΟΝ ΘΥΜΑ xyxy=(371,449,501,465)
story-paragraph: Ὁ δικαστὴς ἔφυγε καὶ ὁ νεοσύλλεκτος, ἀφοῦ ἔμεινε μόνος, ἐσύλλογίσθη· xyxy=(60,382,304,408)
story-paragraph: — Ἆ, θὰ παρεῖδες. xyxy=(70,330,167,343)
headline-interior-ministry: ΥΠΟΥΡΓΕΙΟΝ ΕΣΩΤΕΡΙΚΩΝ xyxy=(822,758,1066,776)
headline-atrocities: ΕΞΑΚΟΛΟΥΘΟΥΝ ΑΙ ΘΗΡΙΩΔΙΑΙ xyxy=(822,142,1066,159)
column-1 xyxy=(60,70,304,1671)
school-ad: Διπλωματοῦχοι διὰ τοὺς προσθήκας εἰς τὰς οἰκοδομὰς, ἔχει ἀνοικτὸν τὸ Γραφεῖον διὰ πληροφορίας καὶ ἐγγραφὰς καθ' ἑκάστην ἀπὸ τῆς 8ης—11ης π. μ. καὶ 7ης μ. μ. ἐν ὁδῷ Φιλελλήνων καὶ Ἁγίου Νικοδήμου 2. Παρακαλεῖται νὰ ἀποταθῶσιν οἱ γονεῖς. Τὰ μαθήματα ἄρχονται τῇ 15ῃ Ἰδρίου Δευτερεύτας. xyxy=(1076,770,1560,819)
story-paragraph: — Μήπως εἶνε αὐτὸς ὁ ἀξιωματικὸς ὁ χωρισθεὶς ἀπὸ σοῦ ἐξηντάδες ; xyxy=(60,265,304,291)
article-paragraph: Ἔργον εἶχεν ὁ ἀείμνηστος τὸ δεκαετὲς τοῦ μαρτυρίου. Θαυμάσιον ἐπεντατάγματα μαρτυρεῖ. Δὲν ὑπῆρχε καμμία εὐκαιρία εἰς τὸν κατέλαβεν ὅταν εἰς τὴν ἐκεῖ ἐπὶ τὸν μάρτυρα ἔκρινε. Ἐφύλαττε μαρτύριον εἰς τοὺς δεδομένους τῆς ἐκκλησίας. Ἐπίσης διεκρίθη εἰς τὴν φύσιν αὐτοῦ εἰς τὴν ἀγάπην τοῦ Μπάρμπα Γιώργη. xyxy=(568,730,812,835)
author-signature: Ὁ Γιαννάκης xyxy=(741,1361,812,1374)
headline-eidopoiisis: ΕΙΔΟΠΟΙΗΣΙΣ xyxy=(1146,448,1490,497)
article-paragraph: Ἡ Παρισινὴ «Πρωΐα» εἰς πρόχειρον ἀπολογισμὸν τῶν ἀποτελεσμάτων τοῦ πολέμου κατασστρόνει τὸν ἑξῆς πίνακα. xyxy=(568,163,812,202)
story-paragraph: Ἐπεῖναν τὴν ὥραν εἰς στρατιῶται ἤρχισαν νὰ ἐπιστρέφουν εἰς τὸν στρατῶνα μὲ τὸν νεοσύλλεκτον καὶ μὲ τραγούδια. Μεταξὺ τῶν ἄλλων ἤρχετο καὶ μερικοὶ νεοσύλλεκτοι ἄλλοι εἰς εὐθυμίαν, οἱ ὁποῖοι ἔκαναν μεγάλον θόρυβον. xyxy=(60,442,304,521)
headline-and-they-riot: ΚΑΙ ΣΤΑΣΙΑΖΤΑΙ xyxy=(381,809,491,825)
